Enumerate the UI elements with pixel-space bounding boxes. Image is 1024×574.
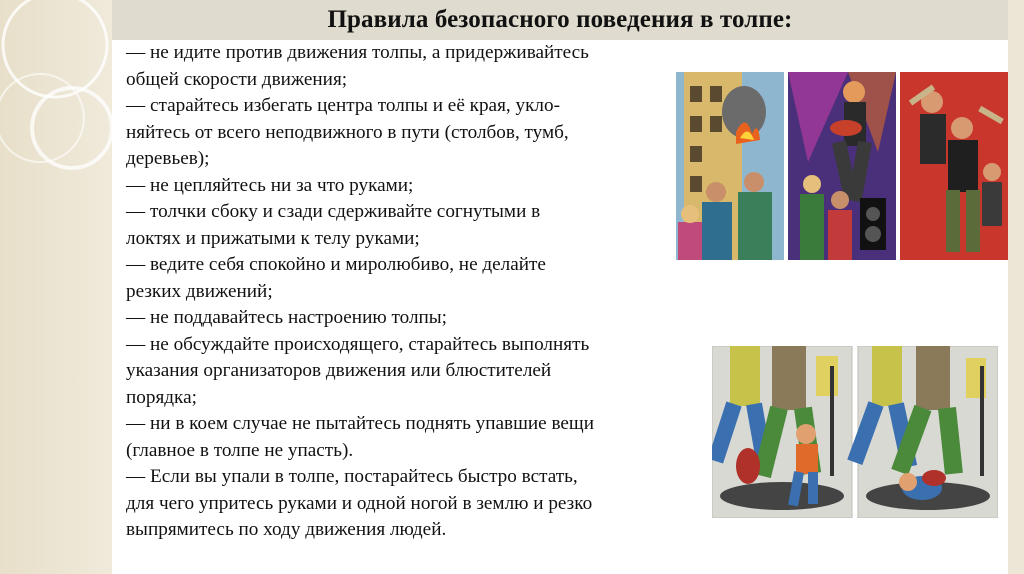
text-line: — толчки сбоку и сзади сдерживайте согнутыми в <box>126 201 541 222</box>
text-line: — Если вы упали в толпе, постарайтесь быстро встать, <box>126 466 578 487</box>
text-line: (главное в толпе не упасть). <box>126 439 354 461</box>
decorative-rings <box>0 0 112 574</box>
fall-frame-1 <box>712 346 852 518</box>
concert-panel <box>788 72 896 260</box>
text-line: — старайтесь избегать центра толпы и её края, укло- <box>126 95 560 116</box>
text-line: выпрямитесь по ходу движения людей. <box>126 519 447 540</box>
text-line: для чего упритесь руками и одной ногой в землю и резко <box>126 492 593 514</box>
text-line: порядка; <box>126 386 197 408</box>
title-bar <box>112 0 1008 40</box>
text-line: — не цепляйтесь ни за что руками; <box>126 174 414 196</box>
page-title: Правила безопасного поведения в толпе: <box>327 6 793 33</box>
text-line: общей скорости движения; <box>126 68 348 90</box>
text-line: — не идите против движения толпы, а придерживайтесь <box>126 42 589 63</box>
fight-panel <box>900 72 1008 260</box>
fall-frame-2 <box>847 346 998 518</box>
rules-text <box>126 40 686 544</box>
text-line: резких движений; <box>126 280 273 302</box>
text-line: — не обсуждайте происходящего, старайтесь выполнять <box>126 333 590 355</box>
text-line: указания организаторов движения или блюстителей <box>126 360 552 381</box>
text-line: — ни в коем случае не пытайтесь поднять упавшие вещи <box>126 413 594 434</box>
burning-building-panel <box>676 72 784 260</box>
crowd-illustration-top <box>676 72 1008 260</box>
text-line: няйтесь от всего неподвижного в пути (столбов, тумб, <box>126 121 569 143</box>
fall-in-crowd-illustration <box>712 346 998 518</box>
text-line: локтях и прижатыми к телу руками; <box>126 227 420 249</box>
text-line: деревьев); <box>126 148 210 169</box>
right-decor-strip <box>1008 0 1024 574</box>
text-line: — не поддавайтесь настроению толпы; <box>126 307 448 328</box>
text-line: — ведите себя спокойно и миролюбиво, не делайте <box>126 254 546 275</box>
